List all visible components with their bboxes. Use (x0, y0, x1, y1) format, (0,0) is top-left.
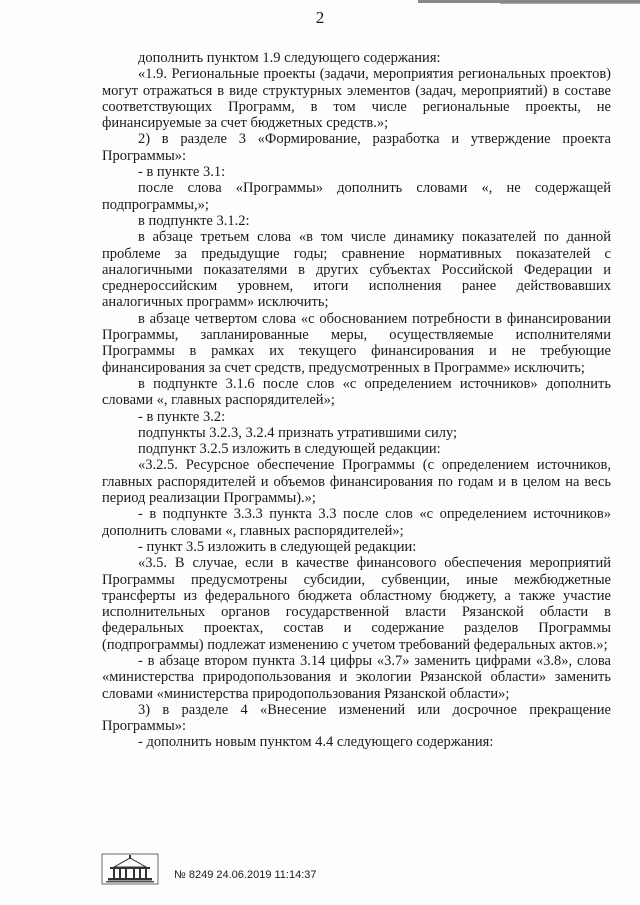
paragraph: в абзаце четвертом слова «с обоснованием потребности в финансировании Программы, запланированные меры, осуществляемые исполнителями Программы в рамках их текущего финансирования и не требующие финансирования за счет средств, предусмотренных в Программе» исключить; (102, 310, 611, 376)
paragraph: в подпункте 3.1.2: (138, 212, 250, 229)
paragraph: - в пункте 3.2: (138, 408, 226, 425)
paragraph: - дополнить новым пунктом 4.4 следующего содержания: (138, 734, 494, 751)
paragraph: - пункт 3.5 изложить в следующей редакции: (138, 538, 417, 555)
paragraph: «1.9. Региональные проекты (задачи, мероприятия региональных проектов) могут отражаться в виде структурных элементов (задач, мероприятий) в составе соответствующих Программ, в том числе региональные проекты, не финансируемые за счет бюджетных средств.»; (102, 66, 611, 132)
paragraph: «3.2.5. Ресурсное обеспечение Программы (с определением источников, главных распорядителей и объемов финансирования по годам и в целом на весь период реализации Программы).»; (102, 457, 611, 507)
registration-footer (100, 853, 400, 889)
document-body (102, 50, 611, 751)
paragraph: после слова «Программы» дополнить словами «, не содержащей подпрограммы,»; (102, 180, 611, 213)
paragraph: 2) в разделе 3 «Формирование, разработка и утверждение проекта Программы»: (102, 131, 611, 164)
paragraph: в абзаце третьем слова «в том числе динамику показателей по данной проблеме за предыдущие годы; сравнение нормативных показателей с аналогичными показателями в других субъектах Российской Федерации и среднероссийским уровнем, итоги исполнения ранее действовавших аналогичных программ» исключить; (102, 229, 611, 311)
paragraph: - в пункте 3.1: (138, 164, 226, 181)
paragraph: дополнить пунктом 1.9 следующего содержания: (138, 50, 441, 66)
paragraph: «3.5. В случае, если в качестве финансового обеспечения мероприятий Программы предусмотрены субсидии, субвенции, иные межбюджетные трансферты из федерального бюджета областному бюджету, а также участие исполнительных органов государственной власти Рязанской области в федеральных проектах, состав и содержание разделов Программы (подпрограммы) подлежат изменению с учетом требований федеральных актов.»; (102, 555, 611, 653)
registration-number: № 8249 24.06.2019 11:14:37 (174, 869, 317, 881)
scan-edge-mark-thin (500, 3, 640, 4)
paragraph: - в подпункте 3.3.3 пункта 3.3 после слов «с определением источников» дополнить словами «, главных распорядителей»; (102, 506, 611, 539)
paragraph: подпункт 3.2.5 изложить в следующей редакции: (138, 441, 441, 458)
paragraph: подпункты 3.2.3, 3.2.4 признать утратившими силу; (138, 424, 458, 441)
paragraph: - в абзаце втором пункта 3.14 цифры «3.7» заменить цифрами «3.8», слова «министерства природопользования и экологии Рязанской области» заменить словами «министерства природопользования Рязанской области»; (102, 652, 611, 702)
paragraph: 3) в разделе 4 «Внесение изменений или досрочное прекращение Программы»: (102, 701, 611, 735)
registry-building-icon (100, 853, 160, 885)
page-number: 2 (315, 8, 325, 27)
paragraph: в подпункте 3.1.6 после слов «с определением источников» дополнить словами «, главных распорядителей»; (102, 375, 611, 409)
